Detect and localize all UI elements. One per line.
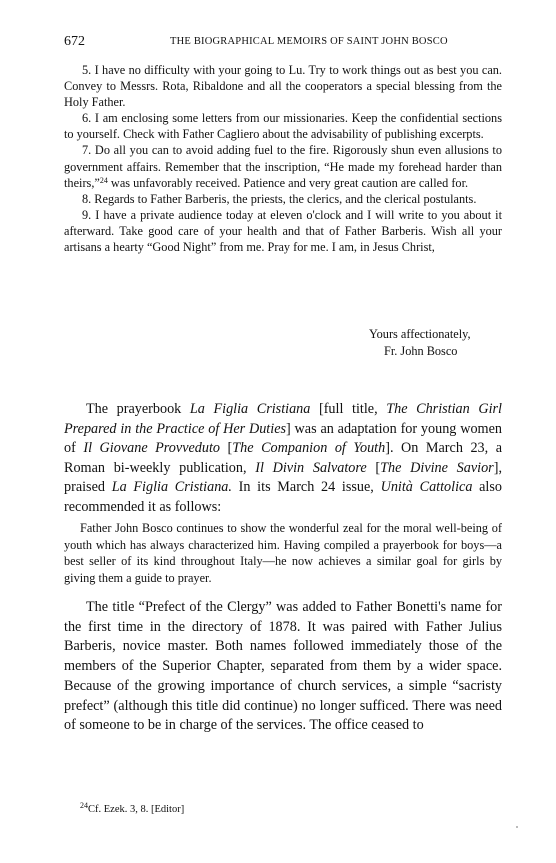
italic-title: The Companion of Youth [232,440,386,457]
footnote-reference: 24 [99,175,108,185]
closing-salutation: Yours affectionately, [369,327,471,341]
running-title: THE BIOGRAPHICAL MEMOIRS OF SAINT JOHN BOSCO [170,36,448,47]
text-run: [ [366,459,381,476]
italic-title: La Figlia Cristiana. [111,479,232,496]
italic-title: La Figlia Cristiana [189,401,311,417]
text-run: ], praised [64,459,502,496]
footnote-text: Cf. Ezek. 3, 8. [Editor] [88,804,185,815]
text-run: [ [220,440,233,457]
footnote-mark: 24 [80,801,88,810]
italic-title: Unità Cattolica [380,479,473,496]
letter-text [64,62,502,255]
italic-title: Il Divin Salvatore [255,459,367,476]
paragraph-text: The title “Prefect of the Clergy” was added to Father Bonetti's name for the first time in the directory of 1878. It was paired with Father Julius Barberis, novice master. Both names followed immediately those of the members of the Superior Chapter, separated from them by a wider space. Because of the growing importance of church services, a simple “sacristy prefect” (although this title did continue) no longer sufficed. There was need of someone to be in charge of the services. The office ceased to [64,599,502,734]
letter-item-7-before: 7. Do all you can to avoid adding fuel to the fire. Rigorously shun even allusions to government affairs. Remember that the inscription, “He made my forehead harder than theirs,” [64,143,502,190]
text-run: also recommended it as follows: [64,479,502,515]
quotation-text: Father John Bosco continues to show the wonderful zeal for the moral well-being of youth which has always characterized him. Having compiled a prayerbook for boys—a best seller of its kind throughout Italy—he now achieves a similar goal for girls by giving them a guide to prayer. [64,521,502,585]
letter-item-8: 8. Regards to Father Barberis, the priests, the clerics, and the clerical postulants. [82,191,477,206]
italic-title: Il Giovane Provveduto [83,440,221,457]
scan-speck [516,826,518,828]
italic-title: The Christian Girl Prepared in the Practice of Her Duties [64,401,502,437]
page-number: 672 [64,34,85,49]
text-run: [full title, [310,401,387,417]
prayerbook-paragraph [64,400,502,518]
letter-item-9: 9. I have a private audience today at eleven o'clock and I will write to you about it afterward. Take good care of your health and that of Father Barberis. Wish all your artisans a hearty “Good Night” from me. Pray for me. I am, in Jesus Christ, [64,207,502,255]
running-header [64,34,502,50]
letter-item-5: 5. I have no difficulty with your going to Lu. Try to work things out as best you can. Convey to Messrs. Rota, Ribaldone and all the cooperators a special blessing from the Holy Father. [64,63,502,110]
letter-item-7-after: was unfavorably received. Patience and very great caution are called for. [107,175,469,190]
block-quotation [64,520,502,586]
letter-item-7 [64,142,502,190]
text-run: The prayerbook [86,401,190,417]
footnote [80,801,185,815]
text-run: ] was an adaptation for young women of [64,420,502,457]
italic-title: The Divine Savior [380,459,494,476]
text-run: In its March 24 issue, [231,479,381,496]
text-run: ]. On March 23, a Roman bi-weekly publication, [64,440,503,476]
closing-signature: Fr. John Bosco [384,344,458,358]
letter-item-6: 6. I am enclosing some letters from our missionaries. Keep the confidential sections to yourself. Check with Father Cagliero about the advisability of publishing excerpts. [64,111,502,142]
prefect-paragraph [64,598,502,736]
